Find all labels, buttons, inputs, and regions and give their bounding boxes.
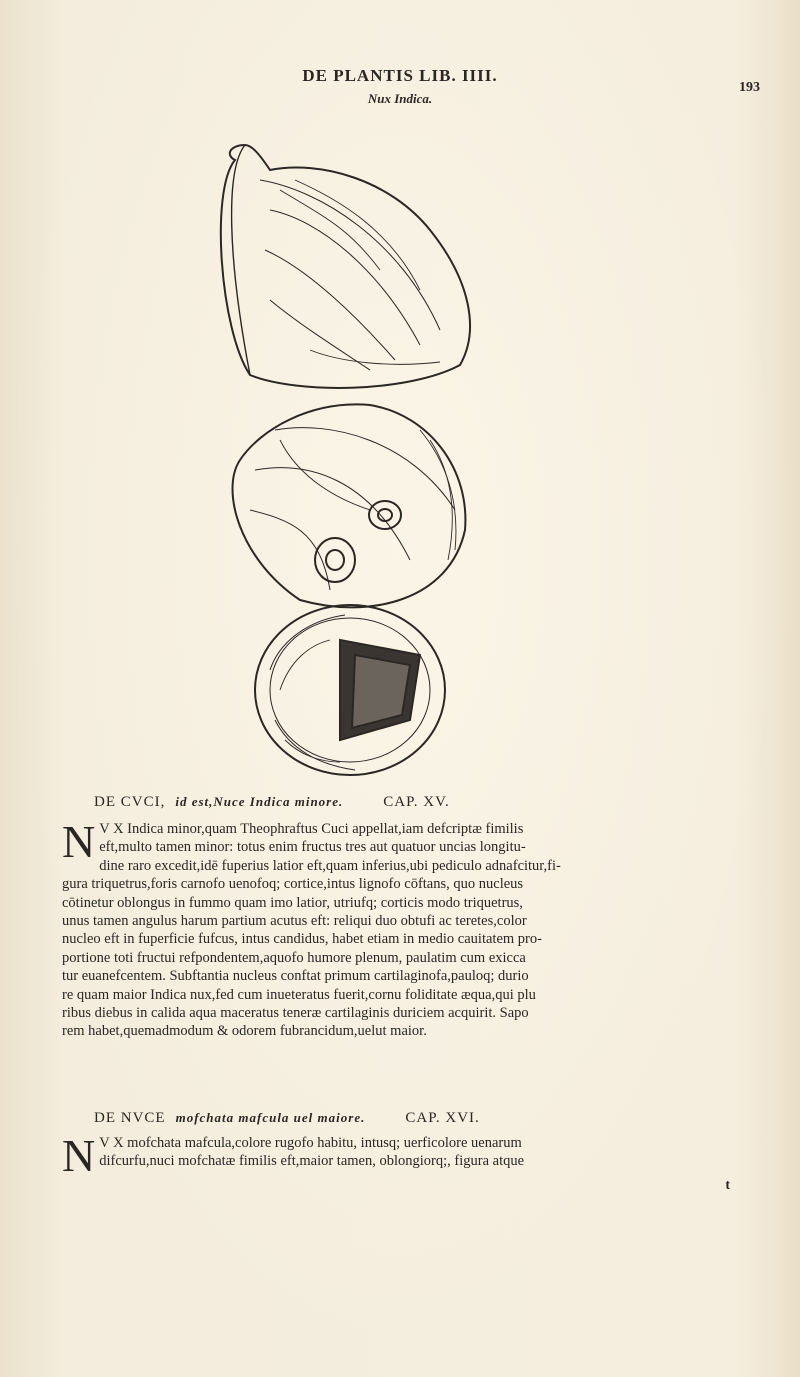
chapter-heading-italic: id est,Nuce Indica minore. (175, 794, 344, 809)
woodcut-whole-nut (221, 145, 470, 388)
chapter-15-text (62, 816, 762, 1041)
chapter-heading-prefix: DE NVCE (94, 1110, 166, 1126)
text-line: eft,multo tamen minor: totus enim fructus tres aut quatuor uncias longitu- (99, 839, 526, 856)
page-number: 193 (739, 80, 760, 95)
drop-cap: N (62, 1130, 96, 1181)
woodcut-sectioned-nut (233, 404, 466, 607)
chapter-number: CAP. XVI. (405, 1110, 480, 1126)
chapter-16-text (62, 1130, 762, 1181)
text-line: re quam maior Indica nux,fed cum inueteratus fuerit,cornu foliditate æqua,qui plu (62, 986, 536, 1003)
drop-cap: N (62, 816, 96, 867)
running-head: DE PLANTIS LIB. IIII. (302, 66, 498, 85)
illustration-caption: Nux Indica. (367, 91, 433, 106)
text-line: difcurfu,nuci mofchatæ fimilis eft,maior tamen, oblongiorq;, figura atque (99, 1153, 525, 1170)
text-line: ribus diebus in calida aqua maceratus teneræ cartilaginis duriciem acquirit. Sapo (62, 1005, 529, 1022)
text-line: V X Indica minor,quam Theophraftus Cuci appellat,iam defcriptæ fimilis (99, 821, 524, 837)
woodcut-cut-nut (255, 605, 445, 775)
text-line: tur euanefcentem. Subftantia nucleus conftat primum cartilaginofa,pauloq; durio (62, 968, 529, 985)
woodcut-illustration (180, 130, 500, 785)
text-line: V X mofchata mafcula,colore rugofo habitu, intusq; uerficolore uenarum (99, 1135, 522, 1151)
text-line: portione toti fructui refpondentem,aquofo humore plenum, paulatim cum exicca (62, 949, 526, 966)
text-line: gura triquetrus,foris carnofo uenofoq; cortice,intus lignofo cōftans, quo nucleus (62, 876, 524, 893)
chapter-number: CAP. XV. (383, 794, 450, 810)
chapter-heading-italic: mofchata mafcula uel maiore. (175, 1110, 366, 1125)
catchword: t (725, 1178, 730, 1193)
text-line: nucleo eft in fuperficie fufcus, intus candidus, habet etiam in medio cauitatem pro- (62, 931, 542, 948)
chapter-heading-16 (94, 1110, 734, 1127)
chapter-heading-15 (94, 794, 734, 811)
text-line: cōtinetur oblongus in fummo quam imo latior, utriufq; corticis modo triquetrus, (62, 894, 523, 911)
text-line: dine raro excedit,idē fuperius latior eft,quam inferius,ubi pediculo adnafcitur,fi- (99, 857, 561, 874)
text-line: unus tamen angulus harum partium acutus eft: reliqui duo obtufi ac teretes,color (62, 913, 527, 930)
text-line: rem habet,quemadmodum & odorem fubrancidum,uelut maior. (62, 1023, 427, 1040)
chapter-heading-prefix: DE CVCI, (94, 794, 166, 810)
